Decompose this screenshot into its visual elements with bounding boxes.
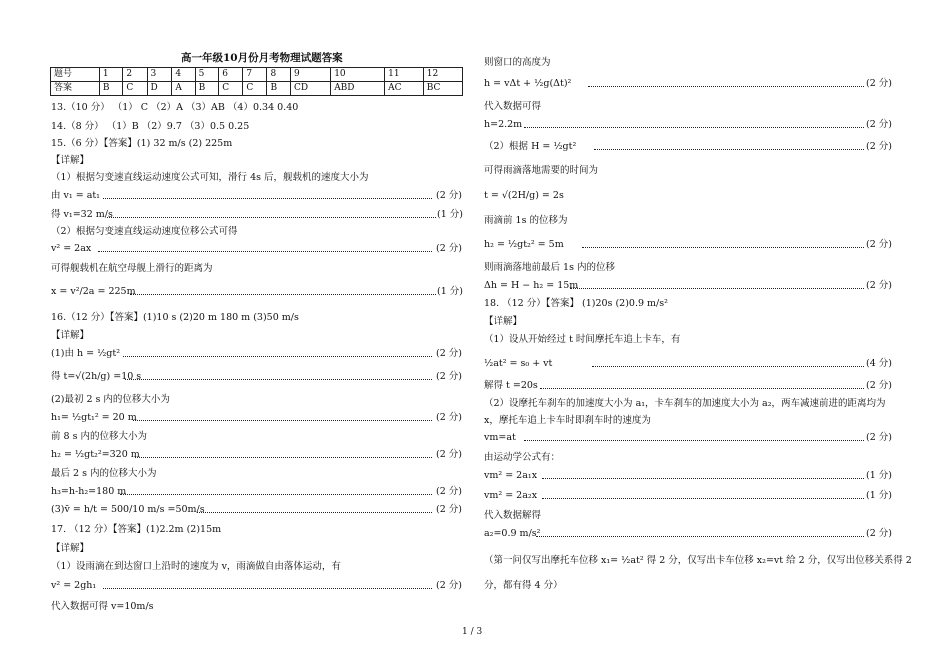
table-cell: B [195,82,219,96]
dotted-leader [524,440,864,441]
answer-line: 【详解】 [51,543,90,554]
dotted-leader [103,198,432,199]
score-label: (2 分) [866,141,892,152]
table-cell: B [267,82,291,96]
score-label: (2 分) [436,243,462,254]
page-number: 1 / 3 [462,627,483,637]
table-cell: C [123,82,147,96]
table-cell: 6 [219,68,243,82]
table-cell: B [99,82,123,96]
answer-line: vm² = 2a₂x [484,490,538,501]
table-cell: 答案 [51,82,100,96]
answer-line: 【详解】 [51,330,90,341]
answer-line: a₂=0.9 m/s² [484,528,541,539]
answer-line: 则雨滴落地前最后 1s 内的位移 [484,262,615,273]
table-row [51,68,463,82]
dotted-leader [197,512,432,513]
answer-line: （2）设摩托车刹车的加速度大小为 a₁，卡车刹车的加速度大小为 a₂，两车减速前进的距离均为 [484,398,886,409]
answer-line: h₂ = ½gt₂² = 5m [484,239,564,250]
dotted-leader [120,494,432,495]
answer-line: （1）设从开始经过 t 时间摩托车追上卡车，有 [484,334,681,345]
answer-line: 16.（12 分）【答案】(1)10 s (2)20 m 180 m (3)50 m/s [51,312,299,323]
table-cell: AC [385,82,424,96]
answer-line: 雨滴前 1s 的位移为 [484,215,568,226]
answer-line: h₃=h-h₂=180 m [51,486,127,497]
score-label: (2 分) [436,190,462,201]
table-cell: 11 [385,68,424,82]
dotted-leader [536,536,864,537]
answer-line: 分，都有得 4 分） [484,580,563,591]
score-label: (2 分) [866,528,892,539]
answer-line: (2)最初 2 s 内的位移大小为 [51,394,170,405]
table-cell: C [243,82,267,96]
answer-line: 15.（6 分）【答案】(1) 32 m/s (2) 225m [51,138,233,149]
answer-line: （1）根据匀变速直线运动速度公式可知，滑行 4s 后，舰载机的速度大小为 [51,172,369,183]
table-cell: D [147,82,172,96]
dotted-leader [130,294,436,295]
dotted-leader [135,457,432,458]
answer-line: 解得 t =20s [484,380,538,391]
answer-line: （2）根据匀变速直线运动速度位移公式可得 [51,226,238,237]
answer-line: （第一问仅写出摩托车位移 x₁= ½at² 得 2 分，仅写出卡车位移 x₂=vt 给 2 分，仅写出位移关系得 2 [484,555,912,566]
score-label: (1 分) [866,490,892,501]
score-label: (2 分) [436,412,462,423]
table-cell: ABD [331,82,385,96]
score-label: (2 分) [866,239,892,250]
answer-line: 13.（10 分） （1） C （2）A （3）AB （4）0.34 0.40 [51,102,299,113]
answer-line: 17. （12 分）【答案】(1)2.2m (2)15m [51,524,222,535]
dotted-leader [133,420,432,421]
answer-line: 【详解】 [484,316,523,327]
table-cell: 7 [243,68,267,82]
answer-line: 代入数据解得 [484,510,542,521]
answer-line: 最后 2 s 内的位移大小为 [51,468,157,479]
dotted-leader [107,217,436,218]
answer-line: vm² = 2a₁x [484,470,538,481]
score-label: (2 分) [436,486,462,497]
table-cell: 12 [423,68,462,82]
score-label: (4 分) [866,358,892,369]
table-cell: CD [291,82,331,96]
answer-line: x = v²/2a = 225m [51,286,136,297]
dotted-leader [125,379,432,380]
table-cell: 10 [331,68,385,82]
dotted-leader [540,388,864,389]
table-cell: 5 [195,68,219,82]
dotted-leader [570,288,864,289]
score-label: (1 分) [437,209,463,220]
score-label: (2 分) [436,504,462,515]
answer-line: h=2.2m [484,119,523,130]
answer-line: 可得雨滴落地需要的时间为 [484,165,599,176]
answer-line: 代入数据可得 v=10m/s [51,601,154,612]
answer-line: Δh = H − h₂ = 15m [484,280,579,291]
dotted-leader [123,356,432,357]
dotted-leader [98,251,432,252]
answer-line: v² = 2ax [51,243,92,254]
answer-line: h = vΔt + ½g(Δt)² [484,78,572,89]
answer-line: 18. （12 分）【答案】 (1)20s (2)0.9 m/s² [484,298,668,309]
answer-line: 可得舰载机在航空母舰上滑行的距离为 [51,263,213,274]
score-label: (1 分) [866,470,892,481]
answer-line: 14.（8 分） （1）B （2）9.7 （3）0.5 0.25 [51,121,250,132]
answer-line: h₂ = ½gt₂²=320 m [51,449,140,460]
answer-line: x，摩托车追上卡车时即刹车时的速度为 [484,415,651,426]
table-cell: 1 [99,68,123,82]
score-label: (2 分) [866,119,892,130]
score-label: (2 分) [436,449,462,460]
dotted-leader [542,478,864,479]
answer-line: v² = 2gh₁ [51,580,97,591]
answer-line: 由 v₁ = at₁ [51,190,100,201]
score-label: (2 分) [436,371,462,382]
table-cell: BC [423,82,462,96]
answer-line: 得 t=√(2h/g) =10 s [51,371,142,382]
answer-line: h₁= ½gt₁² = 20 m [51,412,137,423]
answer-line: (1)由 h = ½gt² [51,348,121,359]
table-cell: 3 [147,68,172,82]
table-cell: 8 [267,68,291,82]
score-label: (2 分) [866,432,892,443]
answer-line: （2）根据 H = ½gt² [484,141,577,152]
table-row [51,82,463,96]
answer-line: 得 v₁=32 m/s [51,209,113,220]
score-label: (2 分) [866,78,892,89]
answer-line: vm=at [484,432,516,443]
answer-line: 前 8 s 内的位移大小为 [51,431,147,442]
answer-line: 则窗口的高度为 [484,57,551,68]
table-cell: 4 [172,68,195,82]
table-cell: 9 [291,68,331,82]
answer-table [50,67,463,96]
table-cell: C [219,82,243,96]
page-title: 高一年级10月份月考物理试题答案 [181,52,343,64]
dotted-leader [542,498,864,499]
dotted-leader [588,86,864,87]
score-label: (2 分) [866,280,892,291]
answer-line: (3)v̄ = h/t = 500/10 m/s =50m/s [51,504,205,515]
table-cell: A [172,82,195,96]
answer-line: ½at² = s₀ + vt [484,358,553,369]
table-cell: 2 [123,68,147,82]
table-cell: 题号 [51,68,100,82]
dotted-leader [594,149,864,150]
answer-line: 由运动学公式有： [484,452,561,463]
answer-line: （1）设雨滴在到达窗口上沿时的速度为 v，雨滴做自由落体运动，有 [51,561,341,572]
dotted-leader [582,247,864,248]
answer-line: 【详解】 [51,155,90,166]
dotted-leader [592,366,864,367]
score-label: (2 分) [866,380,892,391]
answer-line: t = √(2H/g) = 2s [484,190,564,201]
dotted-leader [524,127,864,128]
dotted-leader [103,588,432,589]
answer-line: 代入数据可得 [484,101,542,112]
score-label: (2 分) [436,580,462,591]
score-label: (2 分) [436,348,462,359]
score-label: (1 分) [437,286,463,297]
